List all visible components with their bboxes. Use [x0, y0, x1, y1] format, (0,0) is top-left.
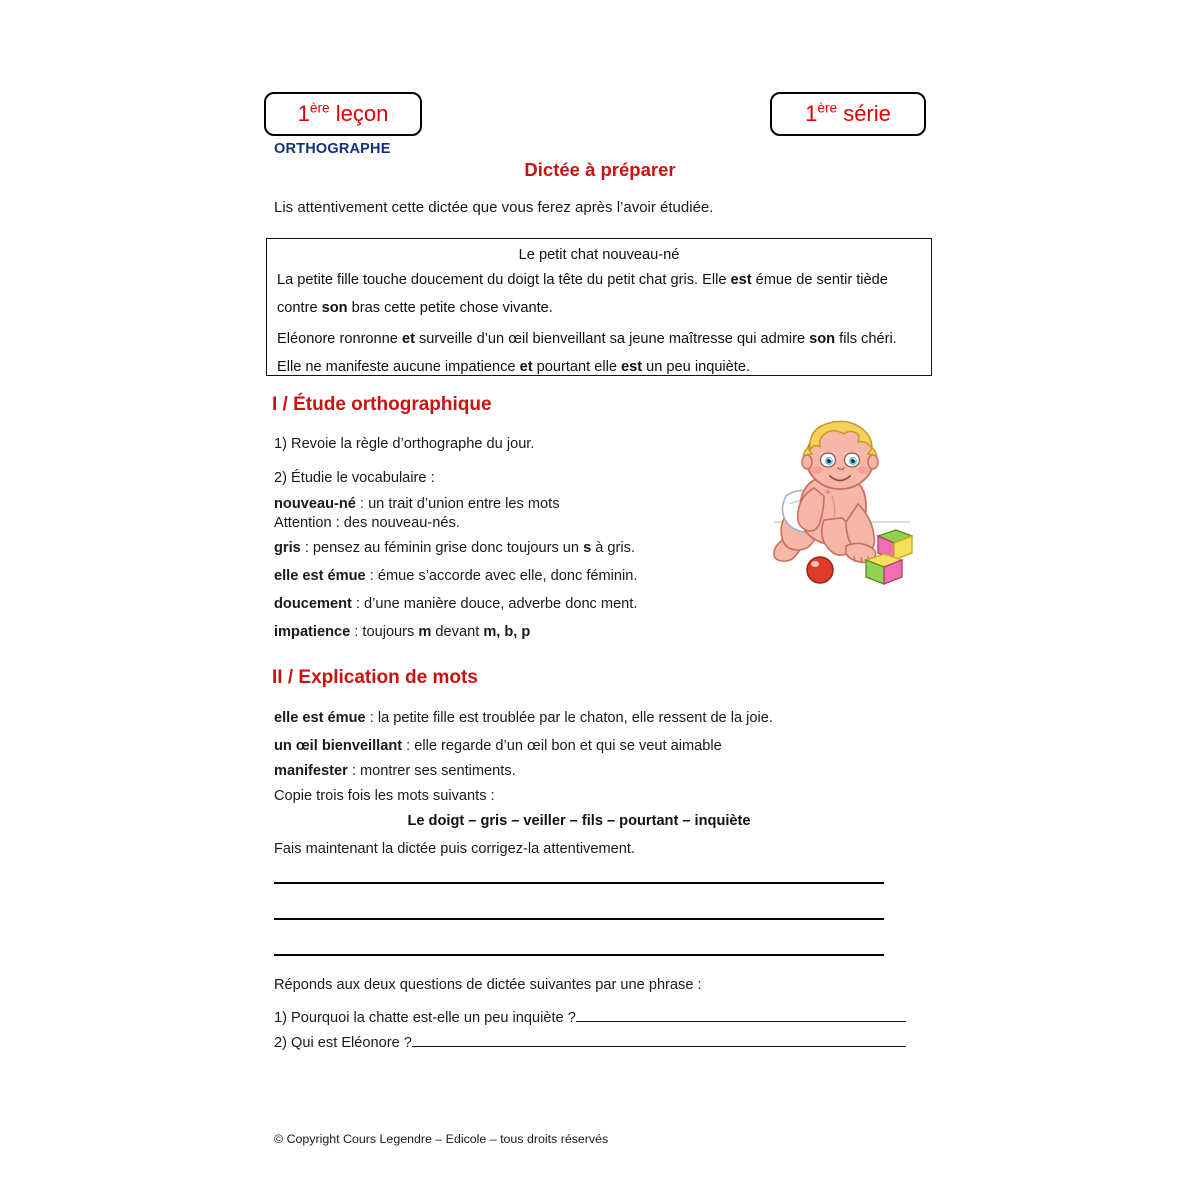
vocab-def-impatience-a: : toujours — [350, 624, 419, 640]
lesson-badge-ordinal-suffix: ère — [309, 100, 330, 116]
vocab-term-doucement: doucement — [274, 596, 352, 612]
dictation-text-box — [266, 238, 932, 376]
vocab-entry-attention — [274, 515, 460, 531]
explanation-entry-elle-est-emue — [274, 710, 773, 726]
vocab-def-doucement: : d’une manière douce, adverbe donc ment. — [351, 596, 638, 612]
lesson-badge-word: leçon — [329, 101, 389, 126]
baby-left-eye-highlight — [830, 458, 832, 460]
baby-right-ear — [868, 455, 878, 469]
dictation-p1-seg1: La petite fille touche doucement du doigt la tête du petit chat gris. Elle — [277, 272, 731, 288]
explanation-entry-manifester — [274, 763, 516, 779]
dictation-p2-seg3: fils chéri. Elle ne manifeste aucune impatience — [277, 331, 897, 376]
writing-line-2 — [274, 918, 884, 920]
vocab-def-gris-b: à gris. — [591, 540, 635, 556]
subject-label: ORTHOGRAPHE — [274, 141, 391, 157]
toy-block-lower — [866, 554, 902, 584]
page-title: Dictée à préparer — [524, 159, 676, 180]
baby-right-cheek — [858, 466, 870, 474]
vocab-term-gris: gris — [274, 540, 301, 556]
footer-copyright: © Copyright Cours Legendre – Edicole – tous droits réservés — [274, 1132, 609, 1146]
red-ball-toy — [807, 557, 833, 583]
baby-navel — [826, 490, 830, 494]
baby-right-eye-highlight — [854, 458, 856, 460]
vocab-def-gris-a: : pensez au féminin grise donc toujours un — [300, 540, 584, 556]
baby-left-cheek — [810, 466, 822, 474]
series-badge-number: 1 — [805, 101, 818, 126]
vocab-term-nouveau-ne: nouveau-né — [274, 496, 356, 512]
dictation-p2-bold-est: est — [621, 359, 643, 376]
question-2-answer-blank[interactable] — [412, 1045, 906, 1047]
vocab-term-elle-est-emue: elle est émue — [274, 568, 366, 584]
vocab-def-elle-est-emue: : émue s’accorde avec elle, donc féminin. — [365, 568, 638, 584]
answer-row-question-1[interactable] — [274, 1010, 906, 1026]
copy-instruction: Copie trois fois les mots suivants : — [274, 788, 495, 804]
dictation-p2-seg4: pourtant elle — [532, 359, 621, 376]
dictation-paragraph-2 — [277, 325, 921, 381]
dictation-p1-seg3: bras cette petite chose vivante. — [347, 300, 553, 317]
vocab-entry-doucement — [274, 596, 637, 612]
explanation-def-manifester: : montrer ses sentiments. — [347, 763, 516, 779]
dictation-p1-bold-son: son — [321, 300, 348, 317]
vocab-def-impatience-bold-m: m — [418, 624, 432, 640]
red-ball-highlight — [811, 561, 819, 567]
writing-line-3 — [274, 954, 884, 956]
dictation-p2-bold-son: son — [809, 331, 836, 348]
vocab-def-impatience-b: devant — [431, 624, 484, 640]
dictation-p1-seg2: émue de sentir tiède contre — [277, 272, 888, 317]
baby-left-ear — [802, 455, 812, 469]
answer-row-question-2[interactable] — [274, 1035, 906, 1051]
vocab-def-nouveau-ne: : un trait d’union entre les mots — [355, 496, 560, 512]
section-1-heading: I / Étude orthographique — [272, 394, 492, 415]
vocab-entry-impatience — [274, 624, 530, 640]
explanation-term-elle-est-emue: elle est émue — [274, 710, 366, 726]
do-dictation-instruction: Fais maintenant la dictée puis corrigez-la attentivement. — [274, 841, 635, 857]
lesson-badge-number: 1 — [297, 101, 310, 126]
question-2-text: 2) Qui est Eléonore ? — [274, 1035, 412, 1051]
writing-line-1 — [274, 882, 884, 884]
dictation-p1-bold-est: est — [730, 272, 752, 288]
section-1-item-1: 1) Revoie la règle d’orthographe du jour. — [274, 436, 535, 452]
crawling-baby-illustration — [762, 418, 918, 590]
series-badge-ordinal-suffix: ère — [817, 100, 838, 116]
questions-intro: Réponds aux deux questions de dictée suivantes par une phrase : — [274, 977, 702, 993]
explanation-term-manifester: manifester — [274, 763, 348, 779]
vocab-def-gris-bold-s: s — [583, 540, 592, 556]
section-1-item-2: 2) Étudie le vocabulaire : — [274, 470, 435, 486]
words-to-copy: Le doigt – gris – veiller – fils – pourtant – inquiète — [407, 813, 751, 829]
series-number-badge — [770, 92, 926, 136]
dictation-p2-bold-et-1: et — [401, 331, 415, 348]
explanation-entry-un-oeil-bienveillant — [274, 738, 722, 754]
dictation-paragraph-1 — [277, 266, 921, 322]
dictation-p2-seg1: Eléonore ronronne — [277, 331, 402, 348]
vocab-entry-elle-est-emue — [274, 568, 637, 584]
question-1-text: 1) Pourquoi la chatte est-elle un peu inquiète ? — [274, 1010, 576, 1026]
dictation-p2-bold-et-2: et — [519, 359, 533, 376]
intro-instruction: Lis attentivement cette dictée que vous ferez après l’avoir étudiée. — [274, 199, 714, 216]
explanation-def-un-oeil-bienveillant: : elle regarde d’un œil bon et qui se veut aimable — [402, 738, 722, 754]
vocab-entry-nouveau-ne — [274, 496, 560, 512]
dictation-p2-seg2: surveille d’un œil bienveillant sa jeune maîtresse qui admire — [414, 331, 810, 348]
series-badge-word: série — [837, 101, 891, 126]
section-2-heading: II / Explication de mots — [272, 667, 478, 688]
explanation-term-un-oeil-bienveillant: un œil bienveillant — [274, 738, 403, 754]
question-1-answer-blank[interactable] — [576, 1020, 906, 1022]
vocab-term-impatience: impatience — [274, 624, 351, 640]
lesson-number-badge — [264, 92, 422, 136]
vocab-def-impatience-bold-mbp: m, b, p — [483, 624, 531, 640]
dictation-title: Le petit chat nouveau-né — [518, 247, 680, 263]
vocab-def-attention: Attention : des nouveau-nés. — [274, 515, 460, 531]
vocab-entry-gris — [274, 540, 635, 556]
explanation-def-elle-est-emue: : la petite fille est troublée par le chaton, elle ressent de la joie. — [365, 710, 773, 726]
dictation-p2-seg5: un peu inquiète. — [642, 359, 751, 376]
